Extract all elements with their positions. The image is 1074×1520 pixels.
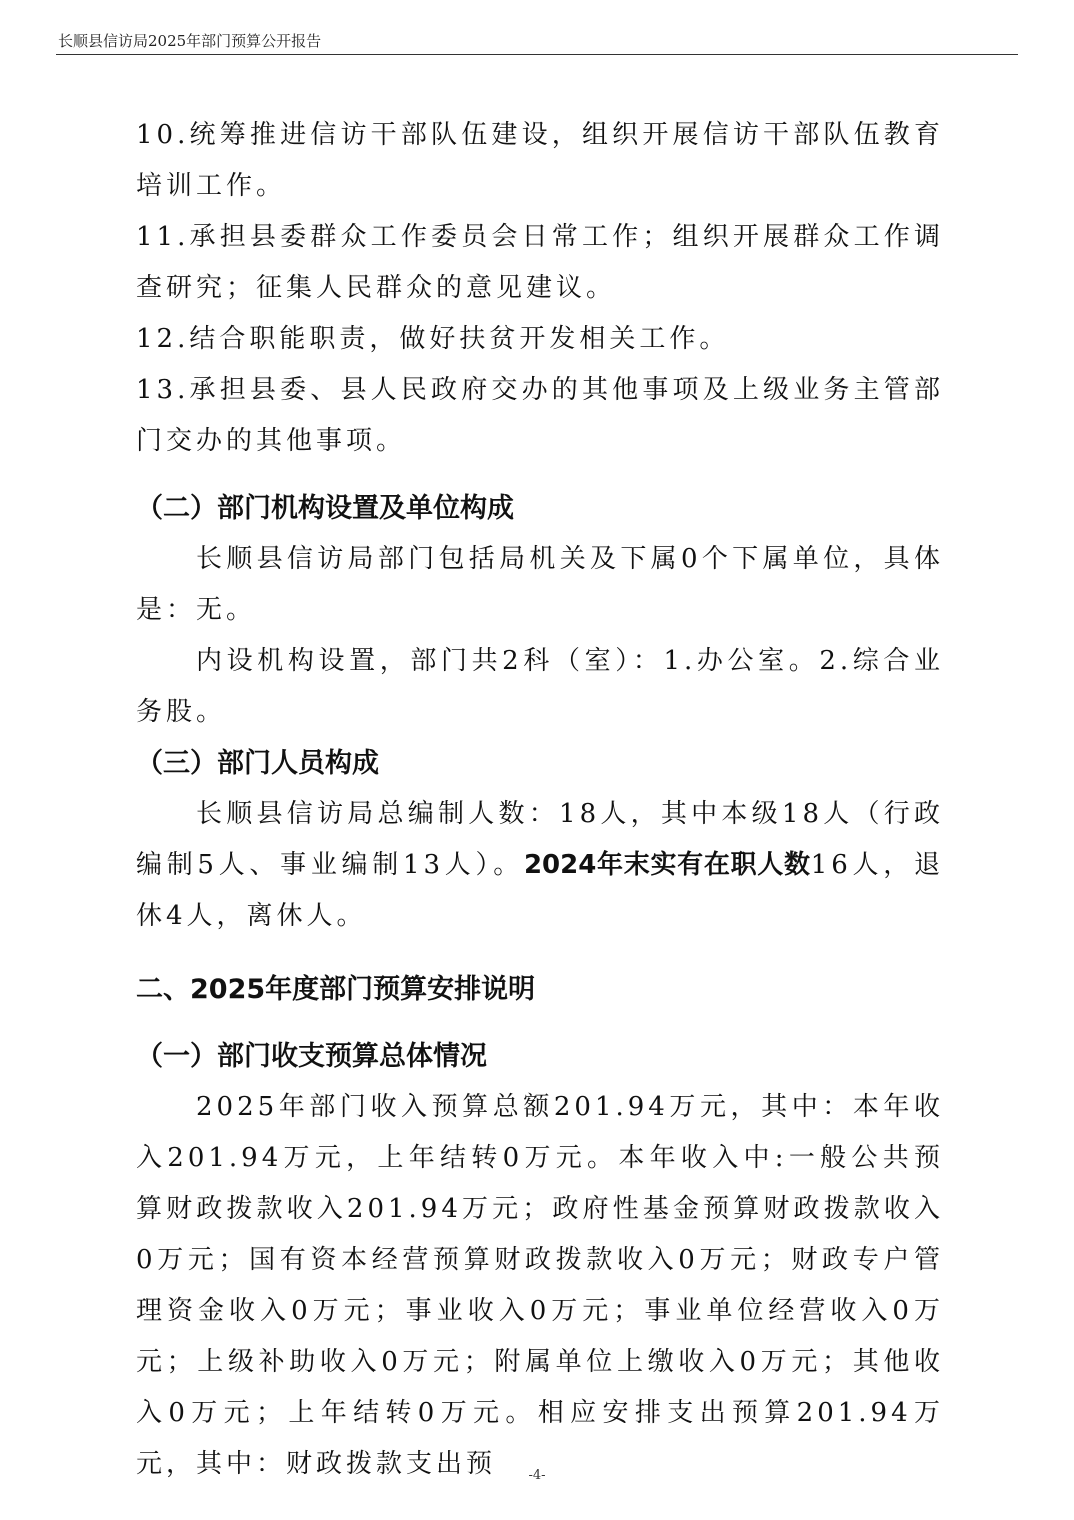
staff-text-establishment: 长顺县信访局总编制人数：18人，其中本级18人（行政编制5人、事业编制13人）。: [136, 799, 944, 880]
staff-paragraph: [136, 789, 944, 942]
document-body: [136, 110, 944, 1490]
structure-paragraph-offices: 内设机构设置，部门共2科（室）：1.办公室。2.综合业务股。: [136, 646, 944, 727]
staff-text-counts: 16人，退休4人，离休人。: [136, 850, 944, 931]
section-heading-structure: （二）部门机构设置及单位构成: [136, 493, 514, 524]
duty-item-13: 13.承担县委、县人民政府交办的其他事项及上级业务主管部门交办的其他事项。: [136, 375, 944, 456]
section-heading-budget: 二、2025年度部门预算安排说明: [136, 974, 536, 1005]
subsection-heading-overall: （一）部门收支预算总体情况: [136, 1041, 487, 1072]
staff-text-year-end-bold: 2024年末实有在职人数: [523, 850, 811, 880]
running-header: 长顺县信访局2025年部门预算公开报告: [58, 32, 322, 50]
budget-overall-paragraph: 2025年部门收入预算总额201.94万元，其中：本年收入201.94万元，上年结转0万元。本年收入中:一般公共预算财政拨款收入201.94万元；政府性基金预算财政拨款收入0万元；国有资本经营预算财政拨款收入0万元；财政专户管理资金收入0万元；事业收入0万元；事业单位经营收入0万元；上级补助收入0万元；附属单位上缴收入0万元；其他收入0万元；上年结转0万元。相应安排支出预算201.94万元，其中：财政拨款支出预: [136, 1092, 944, 1479]
header-rule: [56, 54, 1018, 55]
structure-paragraph-units: 长顺县信访局部门包括局机关及下属0个下属单位，具体是：无。: [136, 544, 944, 625]
page-number: -4-: [528, 1468, 546, 1483]
duty-item-12: 12.结合职能职责，做好扶贫开发相关工作。: [136, 324, 730, 354]
duty-item-10: 10.统筹推进信访干部队伍建设，组织开展信访干部队伍教育培训工作。: [136, 120, 944, 201]
section-heading-staff: （三）部门人员构成: [136, 748, 379, 779]
duty-item-11: 11.承担县委群众工作委员会日常工作；组织开展群众工作调查研究；征集人民群众的意见建议。: [136, 222, 944, 303]
